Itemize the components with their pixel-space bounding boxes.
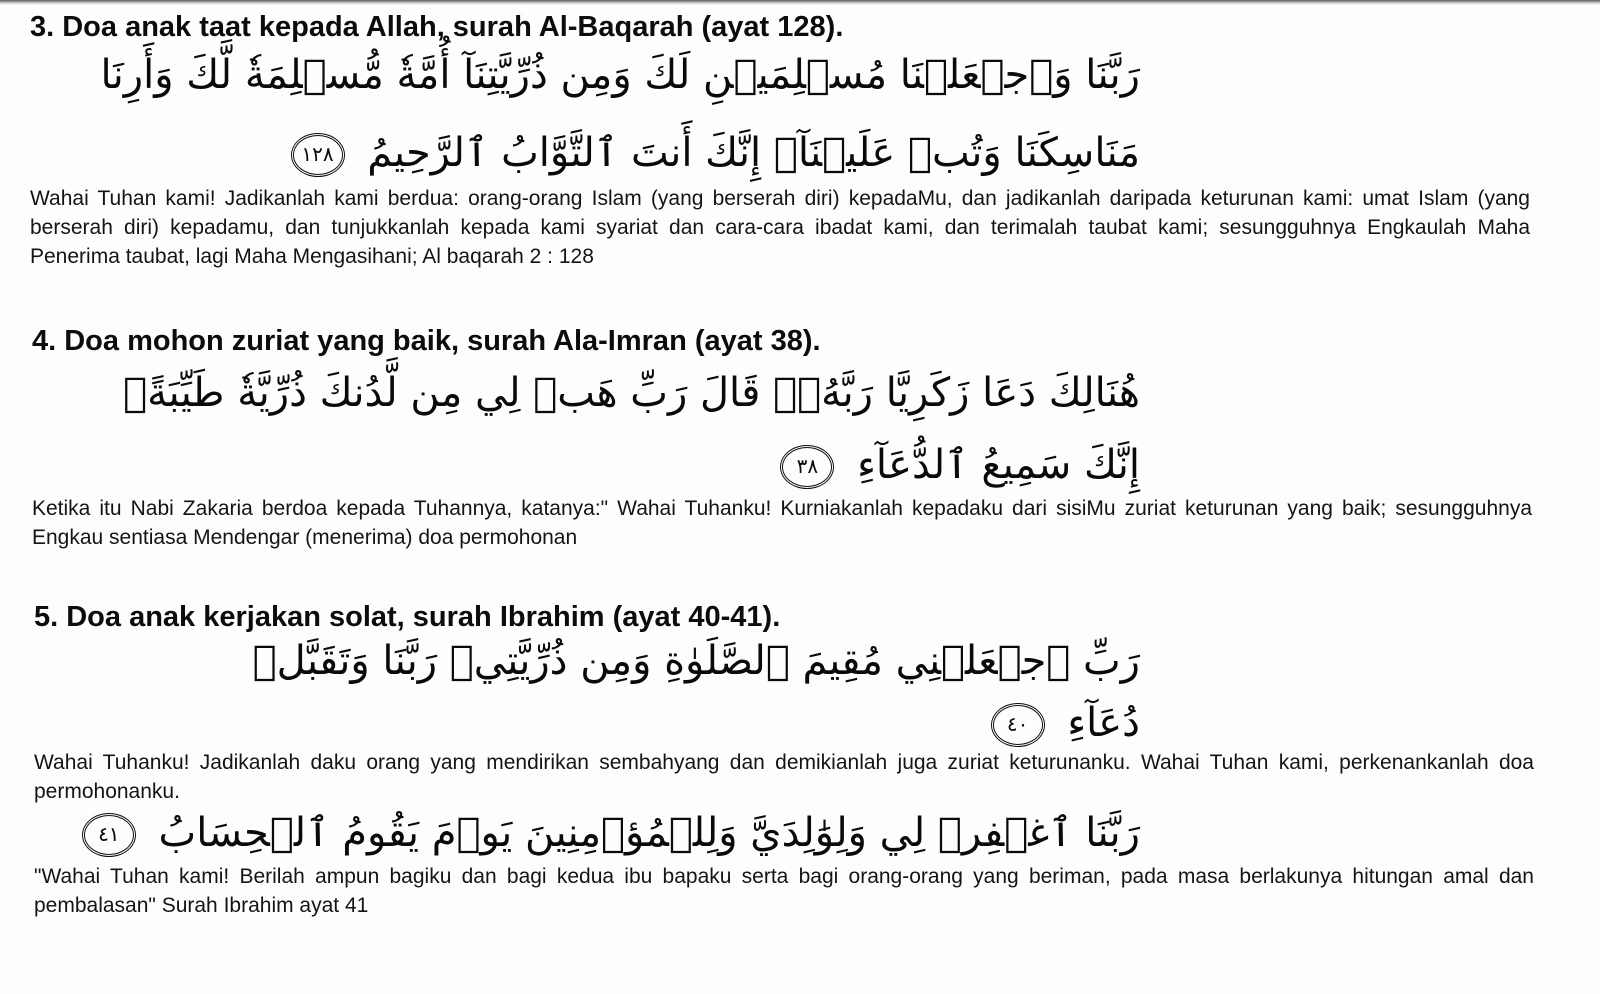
arabic-verse-line <box>82 808 1140 858</box>
ayah-number-marker: ٤٠ <box>991 703 1045 747</box>
verse-translation: "Wahai Tuhan kami! Berilah ampun bagiku dan bagi kedua ibu bapaku serta bagi orang-orang yang beriman, pada masa berlakunya hitungan amal dan pembalasan" Surah Ibrahim ayat 41 <box>34 865 1534 917</box>
ayah-number-marker: ٤١ <box>82 813 136 857</box>
arabic-verse-line <box>780 440 1140 490</box>
verse-translation: Wahai Tuhan kami! Jadikanlah kami berdua: orang-orang Islam (yang berserah diri) kepadaMu, dan jadikanlah daripada keturunan kami: umat Islam (yang berserah diri) kepadamu, dan tunjukkanlah kepada kami syariat dan cara-cara ibadat kami, dan terimalah taubat kami; sesungguhnya Engkaulah Maha Penerima taubat, lagi Maha Mengasihani; Al baqarah 2 : 128 <box>30 187 1530 268</box>
section-heading: 3. Doa anak taat kepada Allah, surah Al-Baqarah (ayat 128). <box>30 11 844 43</box>
arabic-verse-text: مَنَاسِكَنَا وَتُبۡ عَلَيۡنَآۖ إِنَّكَ أَنتَ ٱلتَّوَّابُ ٱلرَّحِيمُ <box>367 130 1140 176</box>
scan-top-edge <box>0 0 1600 5</box>
section-heading: 4. Doa mohon zuriat yang baik, surah Ala-Imran (ayat 38). <box>32 325 821 357</box>
arabic-verse-line <box>991 698 1140 748</box>
verse-translation: Ketika itu Nabi Zakaria berdoa kepada Tuhannya, katanya:" Wahai Tuhanku! Kurniakanlah kepadaku dari sisiMu zuriat keturunan yang baik; sesungguhnya Engkau sentiasa Mendengar (menerima) doa permohonan <box>32 497 1532 549</box>
ayah-number-marker: ١٢٨ <box>291 133 345 177</box>
section-heading: 5. Doa anak kerjakan solat, surah Ibrahim (ayat 40-41). <box>34 601 781 633</box>
arabic-verse-line: رَبَّنَا وَٱجۡعَلۡنَا مُسۡلِمَيۡنِ لَكَ وَمِن ذُرِّيَّتِنَآ أُمَّةٗ مُّسۡلِمَةٗ لَّكَ وَأَرِنَا <box>100 52 1140 98</box>
verse-translation: Wahai Tuhanku! Jadikanlah daku orang yang mendirikan sembahyang dan demikianlah juga zuriat keturunanku. Wahai Tuhan kami, perkenankanlah doa permohonanku. <box>34 751 1534 803</box>
ayah-number-marker: ٣٨ <box>780 445 834 489</box>
arabic-verse-text: رَبَّنَا ٱغۡفِرۡ لِي وَلِوَٰلِدَيَّ وَلِلۡمُؤۡمِنِينَ يَوۡمَ يَقُومُ ٱلۡحِسَابُ <box>158 810 1140 856</box>
arabic-verse-text: دُعَآءِ <box>1067 700 1140 746</box>
arabic-verse-line: رَبِّ ٱجۡعَلۡنِي مُقِيمَ ٱلصَّلَوٰةِ وَمِن ذُرِّيَّتِيۚ رَبَّنَا وَتَقَبَّلۡ <box>252 638 1140 684</box>
arabic-verse-line: هُنَالِكَ دَعَا زَكَرِيَّا رَبَّهُۥۖ قَالَ رَبِّ هَبۡ لِي مِن لَّدُنكَ ذُرِّيَّةٗ طَيِّبَةًۖ <box>123 370 1140 416</box>
arabic-verse-text: إِنَّكَ سَمِيعُ ٱلدُّعَآءِ <box>857 442 1140 488</box>
arabic-verse-line <box>291 128 1140 178</box>
